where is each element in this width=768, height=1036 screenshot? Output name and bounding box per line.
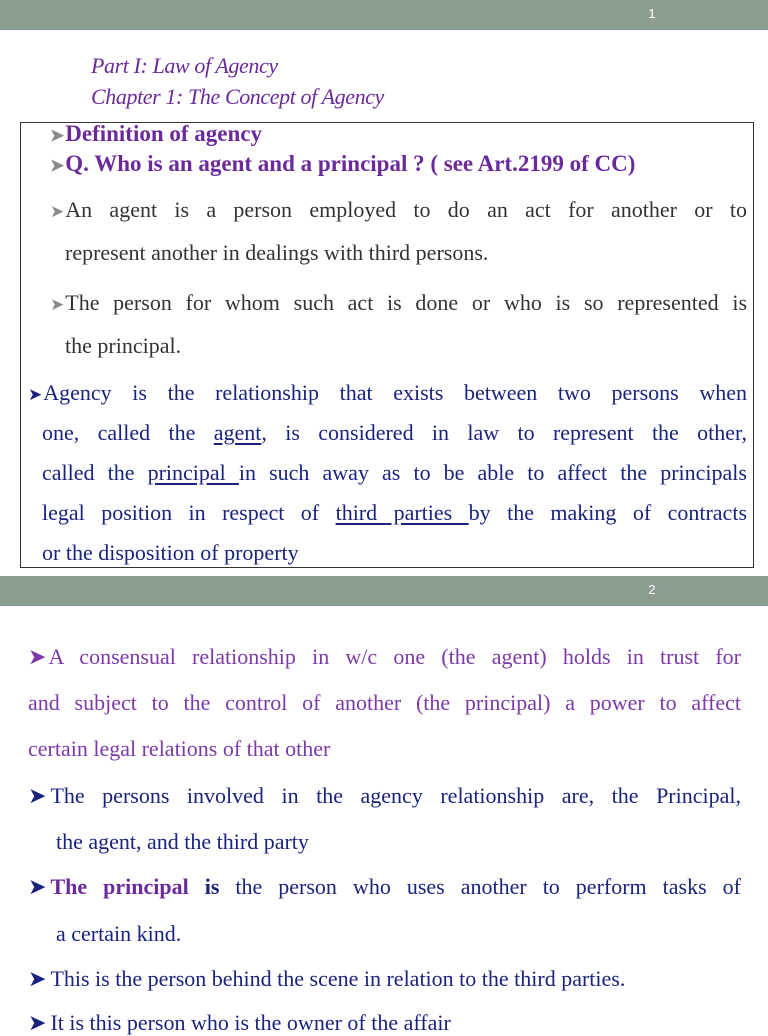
agent-definition-text-1: An agent is a person employed to do an act for another or to <box>65 197 747 222</box>
principal-line-2: a certain kind. <box>56 921 182 946</box>
agency-line-5: or the disposition of property <box>42 540 299 565</box>
persons-text-1: The persons involved in the agency relationship are, the Principal, <box>50 783 741 808</box>
bullet-definition <box>50 121 262 147</box>
agency-term-agent: agent <box>213 420 262 445</box>
principal-definition-text-1: The person for whom such act is done or who is so represented is <box>65 290 747 315</box>
arrow-bullet-icon: ➤ <box>28 644 47 669</box>
agency-text-3b: in such away as to be able to affect the principals <box>238 460 747 485</box>
principal-definition-line1 <box>50 290 747 316</box>
agency-text-1: Agency is the relationship that exists between two persons when <box>43 380 747 405</box>
persons-line-1 <box>28 783 741 809</box>
arrow-bullet-icon: ➤ <box>28 783 47 808</box>
page-number: 1 <box>648 6 656 21</box>
arrow-bullet-icon: ➤ <box>50 295 65 314</box>
arrow-bullet-icon: ➤ <box>50 202 65 221</box>
page-number: 2 <box>648 582 656 597</box>
slide-1-header-bar <box>0 0 768 30</box>
owner-line <box>28 1010 451 1036</box>
consensual-line-2: and subject to the control of another (the principal) a power to affect <box>28 690 741 715</box>
consensual-text-1: A consensual relationship in w/c one (the agent) holds in trust for <box>48 644 741 669</box>
agency-line-1 <box>28 380 747 406</box>
agency-text-2b: , is considered in law to represent the other, <box>261 420 747 445</box>
agency-term-third-parties: third parties <box>335 500 469 525</box>
agency-text-2a: one, called the <box>42 420 214 445</box>
owner-text: It is this person who is the owner of the affair <box>50 1010 451 1035</box>
principal-text-1: the person who uses another to perform tasks of <box>219 874 741 899</box>
chapter-title: Chapter 1: The Concept of Agency <box>91 84 384 109</box>
agency-text-4b: by the making of contracts <box>468 500 747 525</box>
arrow-bullet-icon: ➤ <box>28 385 43 404</box>
behind-text: This is the person behind the scene in relation to the third parties. <box>50 966 626 991</box>
arrow-bullet-icon: ➤ <box>28 966 47 991</box>
bullet-definition-text: Definition of agency <box>65 121 263 146</box>
agency-text-3a: called the <box>42 460 148 485</box>
agency-line-4 <box>42 500 747 526</box>
part-title: Part I: Law of Agency <box>91 53 278 78</box>
slide-2-header-bar <box>0 576 768 606</box>
agency-text-4a: legal position in respect of <box>42 500 336 525</box>
principal-term: The principal <box>50 874 189 899</box>
agency-line-2 <box>42 420 747 446</box>
bullet-question <box>50 151 635 177</box>
arrow-bullet-icon: ➤ <box>28 1010 47 1035</box>
agent-definition-line2: represent another in dealings with third persons. <box>65 240 489 265</box>
arrow-bullet-icon: ➤ <box>50 156 65 175</box>
principal-is: is <box>188 874 220 899</box>
agency-term-principal: principal <box>147 460 239 485</box>
agency-line-3 <box>42 460 747 486</box>
arrow-bullet-icon: ➤ <box>50 126 65 145</box>
bullet-question-text: Q. Who is an agent and a principal ? ( see Art.2199 of CC) <box>65 151 636 176</box>
consensual-line-1 <box>28 644 741 670</box>
principal-line-1 <box>28 874 741 900</box>
persons-line-2: the agent, and the third party <box>56 829 309 854</box>
consensual-line-3: certain legal relations of that other <box>28 736 331 761</box>
behind-line <box>28 966 625 992</box>
arrow-bullet-icon: ➤ <box>28 874 47 899</box>
principal-definition-line2: the principal. <box>65 333 182 358</box>
agent-definition-line1 <box>50 197 747 223</box>
